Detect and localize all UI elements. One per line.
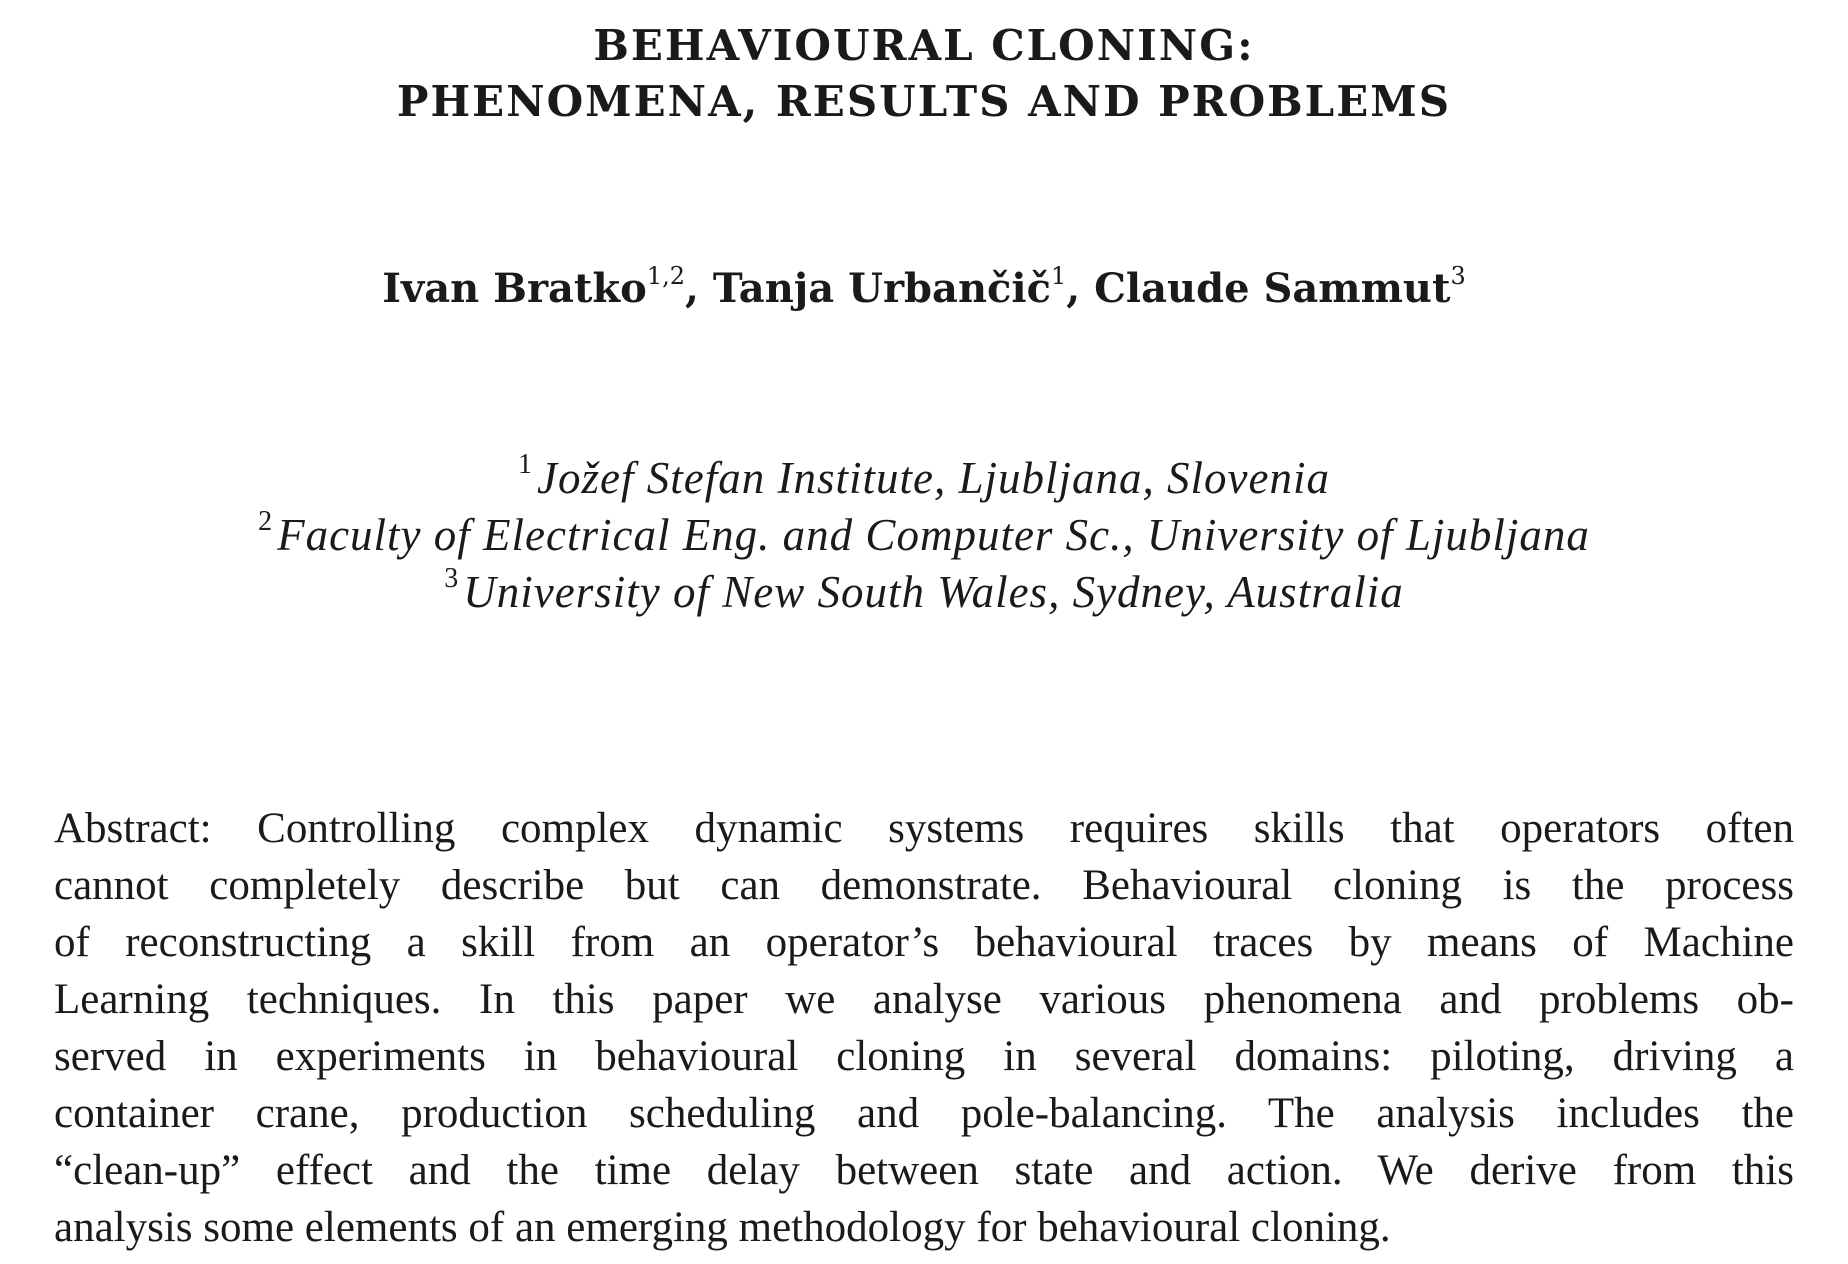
title-line-1: BEHAVIOURAL CLONING: — [593, 21, 1255, 70]
abstract-line: of reconstructing a skill from an operator’s behavioural traces by means of Machine — [54, 919, 1794, 966]
author-name: Claude Sammut — [1094, 265, 1451, 312]
affiliation-text: University of New South Wales, Sydney, Australia — [463, 567, 1404, 617]
paper-title — [0, 18, 1848, 130]
abstract — [54, 800, 1794, 1256]
author-affiliation-marker: 1,2 — [646, 262, 685, 290]
affiliation-number: 3 — [444, 563, 460, 594]
author-separator: , — [684, 265, 713, 312]
affiliation-item — [0, 507, 1848, 564]
author-affiliation-marker: 3 — [1450, 262, 1466, 290]
affiliation-number: 1 — [518, 449, 534, 480]
author-separator: , — [1066, 265, 1095, 312]
affiliation-list — [0, 450, 1848, 621]
author-list — [0, 262, 1848, 316]
affiliation-text: Jožef Stefan Institute, Ljubljana, Slovenia — [537, 453, 1330, 503]
abstract-line: Learning techniques. In this paper we analyse various phenomena and problems ob- — [54, 976, 1794, 1023]
abstract-line: served in experiments in behavioural cloning in several domains: piloting, driving a — [54, 1033, 1794, 1080]
author-name: Tanja Urbančič — [712, 265, 1051, 312]
abstract-line: analysis some elements of an emerging methodology for behavioural cloning. — [54, 1204, 1391, 1251]
title-line-2: PHENOMENA, RESULTS AND PROBLEMS — [396, 77, 1452, 126]
author-affiliation-marker: 1 — [1050, 262, 1067, 290]
affiliation-text: Faculty of Electrical Eng. and Computer Sc., University of Ljubljana — [277, 510, 1590, 560]
abstract-line: cannot completely describe but can demonstrate. Behavioural cloning is the process — [54, 862, 1794, 909]
abstract-line: Abstract: Controlling complex dynamic systems requires skills that operators often — [54, 805, 1794, 852]
affiliation-item — [0, 450, 1848, 507]
affiliation-item — [0, 564, 1848, 621]
abstract-line: container crane, production scheduling and pole-balancing. The analysis includes the — [54, 1090, 1794, 1137]
abstract-line: “clean-up” effect and the time delay between state and action. We derive from this — [54, 1147, 1794, 1194]
affiliation-number: 2 — [258, 506, 274, 537]
author-name: Ivan Bratko — [382, 265, 647, 312]
